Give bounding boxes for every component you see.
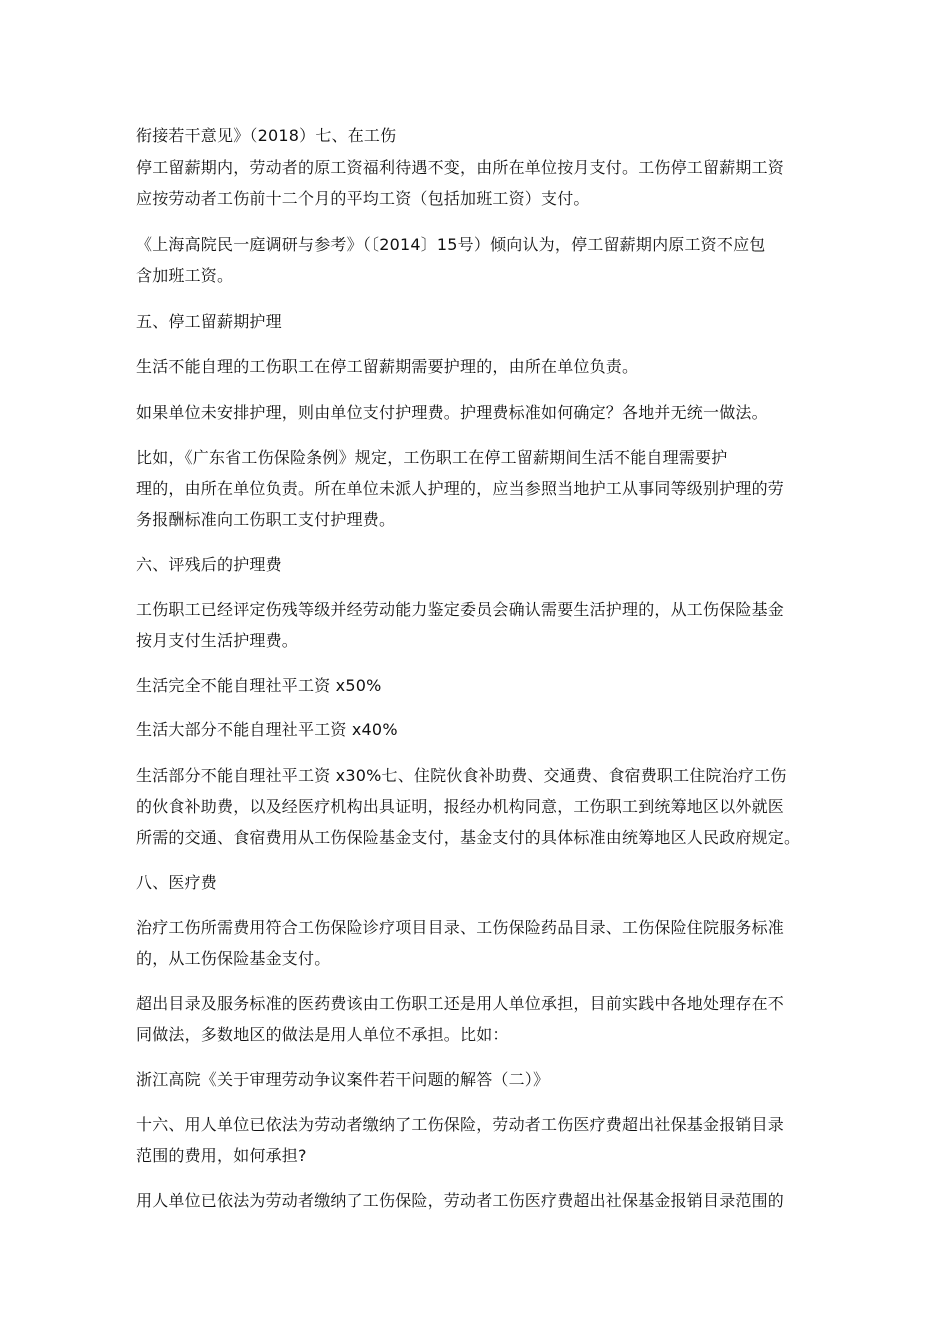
text-line: 同做法，多数地区的做法是用人单位不承担。比如：	[136, 1025, 509, 1044]
text-line: 生活大部分不能自理社平工资 x40%	[136, 720, 398, 739]
text-line: 工伤职工已经评定伤残等级并经劳动能力鉴定委员会确认需要生活护理的，从工伤保险基金	[136, 600, 785, 619]
text-line: 应按劳动者工伤前十二个月的平均工资（包括加班工资）支付。	[136, 189, 590, 208]
text-line: 《上海高院民一庭调研与参考》（〔2014〕15号）倾向认为，停工留薪期内原工资不应包	[136, 235, 766, 254]
text-line: 比如，《广东省工伤保险条例》规定，工伤职工在停工留薪期间生活不能自理需要护	[136, 448, 728, 467]
section-heading: 八、医疗费	[136, 873, 218, 892]
text-line: 治疗工伤所需费用符合工伤保险诊疗项目目录、工伤保险药品目录、工伤保险住院服务标准	[136, 918, 785, 937]
section-heading: 五、停工留薪期护理	[136, 312, 282, 331]
text-line: 按月支付生活护理费。	[136, 631, 299, 650]
text-line: 理的，由所在单位负责。所在单位未派人护理的，应当参照当地护工从事同等级别护理的劳	[136, 479, 785, 498]
text-line: 含加班工资。	[136, 266, 234, 285]
section-heading: 六、评残后的护理费	[136, 555, 282, 574]
text-line: 浙江高院《关于审理劳动争议案件若干问题的解答（二）》	[136, 1070, 550, 1089]
text-line: 如果单位未安排护理，则由单位支付护理费。护理费标准如何确定？各地并无统一做法。	[136, 403, 768, 422]
text-line: 的，从工伤保险基金支付。	[136, 949, 331, 968]
text-line: 务报酬标准向工伤职工支付护理费。	[136, 510, 396, 529]
text-line: 生活完全不能自理社平工资 x50%	[136, 676, 382, 695]
text-line: 生活部分不能自理社平工资 x30%七、住院伙食补助费、交通费、食宿费职工住院治疗工伤	[136, 766, 787, 785]
text-line: 衔接若干意见》（2018）七、在工伤	[136, 126, 397, 145]
text-line: 停工留薪期内，劳动者的原工资福利待遇不变，由所在单位按月支付。工伤停工留薪期工资	[136, 158, 785, 177]
text-line: 范围的费用，如何承担?	[136, 1146, 307, 1165]
text-line: 的伙食补助费，以及经医疗机构出具证明，报经办机构同意，工伤职工到统筹地区以外就医	[136, 797, 785, 816]
text-line: 十六、用人单位已依法为劳动者缴纳了工伤保险，劳动者工伤医疗费超出社保基金报销目录	[136, 1115, 785, 1134]
text-line: 用人单位已依法为劳动者缴纳了工伤保险，劳动者工伤医疗费超出社保基金报销目录范围的	[136, 1191, 785, 1210]
text-line: 生活不能自理的工伤职工在停工留薪期需要护理的，由所在单位负责。	[136, 357, 639, 376]
text-line: 所需的交通、食宿费用从工伤保险基金支付，基金支付的具体标准由统筹地区人民政府规定。	[136, 828, 801, 847]
text-line: 超出目录及服务标准的医药费该由工伤职工还是用人单位承担，目前实践中各地处理存在不	[136, 994, 785, 1013]
